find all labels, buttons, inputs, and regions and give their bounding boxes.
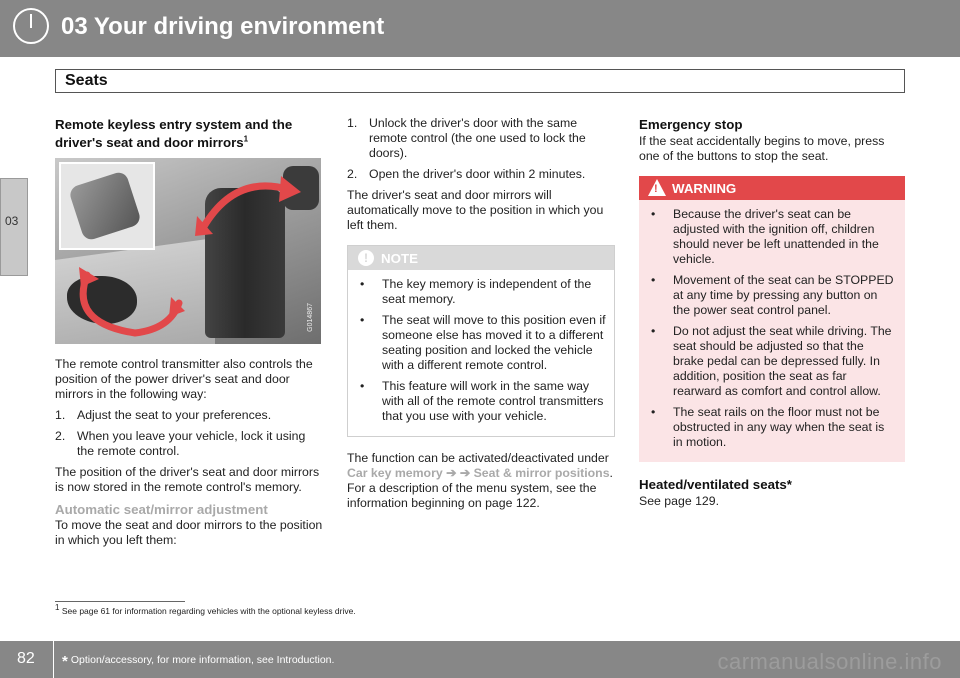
restore-steps-list (347, 116, 615, 182)
list-item: • The seat rails on the floor must not be obstructed in any way when the seat is in motion. (645, 405, 897, 450)
remote-control-inset (59, 162, 155, 250)
warning-box (639, 176, 905, 462)
watermark: carmanualsonline.info (717, 649, 942, 674)
note-icon (358, 250, 374, 266)
footer-bar (0, 641, 960, 678)
curved-arrow-icon (195, 168, 305, 238)
list-item: 1. Unlock the driver's door with the same remote control (the one used to lock the doors). (347, 116, 586, 160)
list-item: • Movement of the seat can be STOPPED at any time by pressing any button on the power seat control panel. (645, 273, 897, 318)
subheading: Automatic seat/mirror adjustment (55, 502, 268, 517)
section-bar (55, 69, 905, 93)
warning-title: WARNING (672, 181, 737, 196)
column-2 (347, 116, 615, 517)
note-header (348, 246, 614, 270)
list-item: 1. Adjust the seat to your preferences. (55, 408, 272, 422)
list-item: • This feature will work in the same way with all of the remote control transmitters that you use with your vehicle. (354, 379, 606, 424)
heading-line-2: driver's seat and door mirrors (55, 135, 244, 150)
list-item: • Do not adjust the seat while driving. The seat should be adjusted so that the brake pedal can be depressed fully. In addition, position the seat as far rearward as comfort and control allow. (645, 324, 897, 399)
memory-steps-list (55, 408, 325, 459)
remote-control (68, 170, 142, 242)
menu-path-car-key-memory[interactable]: Car key memory (347, 466, 443, 480)
note-title: NOTE (381, 251, 418, 266)
heated-seats-heading: Heated/ventilated seats* (639, 477, 792, 492)
remote-seat-mirror-illustration (55, 158, 321, 344)
footer-divider (53, 641, 54, 678)
heading-line-1: Remote keyless entry system and the (55, 117, 293, 132)
chapter-title: 03 Your driving environment (61, 13, 385, 40)
chapter-side-tab[interactable] (0, 178, 28, 276)
column-1 (55, 116, 325, 554)
list-item: • The seat will move to this position even if someone else has moved it to a different seating position and locked the vehicle with a different remote control. (354, 313, 606, 373)
footnote-ref[interactable]: 1 (243, 134, 249, 144)
list-item: • The key memory is independent of the seat memory. (354, 277, 606, 307)
emergency-stop-heading: Emergency stop (639, 117, 743, 132)
paragraph: The remote control transmitter also controls the position of the power driver's seat and door mirrors in the following way: (55, 357, 313, 401)
footnote-text: See page 61 for information regarding vehicles with the optional keyless drive. (61, 606, 356, 616)
warning-header (639, 176, 905, 200)
page-reference[interactable]: See page 129. (639, 494, 720, 508)
header-bar (0, 0, 960, 57)
footer-note-text: Option/accessory, for more information, see Introduction. (70, 654, 335, 666)
list-item: 2. Open the driver's door within 2 minutes. (347, 167, 586, 181)
footnote (55, 603, 356, 616)
list-item: 2. When you leave your vehicle, lock it using the remote control. (55, 429, 306, 458)
footnote-divider (55, 601, 185, 602)
section-title: Seats (65, 72, 108, 89)
warning-icon (648, 179, 666, 196)
paragraph: The driver's seat and door mirrors will automatically move to the position in which you left them. (347, 188, 604, 232)
curved-arrow-icon (75, 263, 185, 341)
remote-keyless-heading (55, 116, 325, 152)
note-box (347, 245, 615, 437)
paragraph: If the seat accidentally begins to move, press one of the buttons to stop the seat. (639, 134, 885, 163)
warning-body (639, 200, 905, 462)
column-3 (639, 116, 905, 515)
page-number: 82 (17, 650, 35, 667)
paragraph: The function can be activated/deactivated under Car key memory ➔ ➔ Seat & mirror positions. For a description of the menu system, see the information beginning on page 122. (347, 451, 613, 510)
paragraph: To move the seat and door mirrors to the position in which you left them: (55, 518, 323, 547)
paragraph: The position of the driver's seat and door mirrors is now stored in the remote control's memory. (55, 465, 320, 494)
list-item: • Because the driver's seat can be adjusted with the ignition off, children should never be left unattended in the vehicle. (645, 207, 897, 267)
gauge-icon (13, 8, 49, 44)
footer-note (62, 653, 334, 670)
footnote-number: 1 (55, 603, 60, 613)
menu-arrow: ➔ ➔ (442, 466, 474, 480)
side-tab-label: 03 (5, 214, 19, 228)
menu-path-seat-mirror-positions[interactable]: Seat & mirror positions (473, 466, 610, 480)
note-body (348, 270, 614, 436)
warning-list (645, 207, 897, 450)
figure-code: G014867 (307, 303, 314, 332)
note-list (354, 277, 606, 424)
option-star: * (62, 653, 68, 670)
